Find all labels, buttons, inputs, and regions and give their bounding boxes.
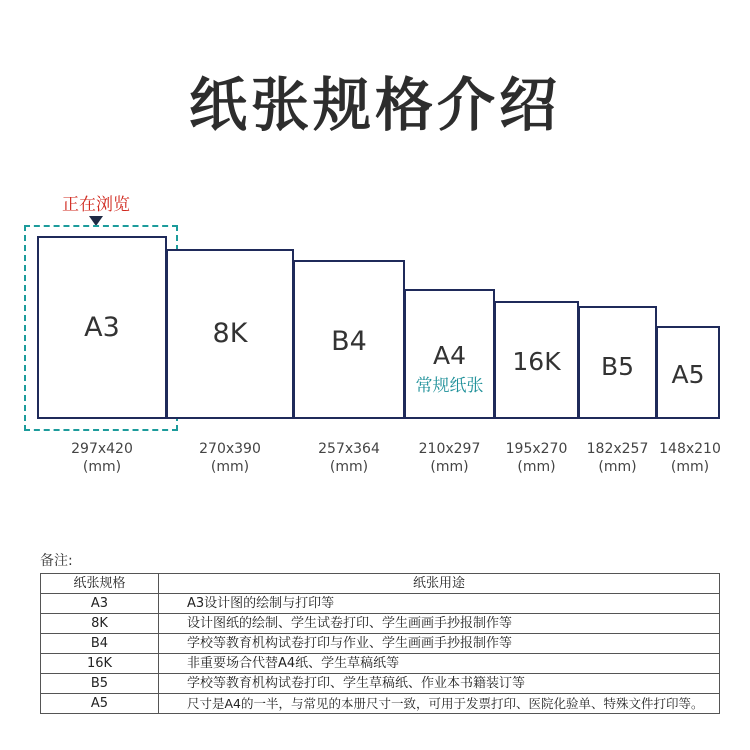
cell-usage: A3设计图的绘制与打印等: [159, 594, 720, 614]
table-row: [41, 654, 720, 674]
dims-unit: (mm): [210, 459, 250, 475]
cell-spec: 8K: [41, 614, 159, 634]
dims-unit: (mm): [82, 459, 122, 475]
page-title: 纸张规格介绍: [188, 71, 561, 139]
dims-unit: (mm): [430, 459, 469, 475]
paper-name: 8K: [212, 318, 248, 349]
cell-spec: A3: [41, 594, 159, 614]
table-row: [41, 614, 720, 634]
table-row: [41, 674, 720, 694]
dims-value: 270x390: [199, 441, 261, 457]
cell-spec: B5: [41, 674, 159, 694]
paper-name: B5: [600, 352, 635, 381]
cell-spec: 16K: [41, 654, 159, 674]
dims-value: 148x210: [659, 441, 721, 457]
dims-unit: (mm): [329, 459, 369, 475]
dims-value: 297x420: [71, 441, 133, 457]
cell-usage: 非重要场合代替A4纸、学生草稿纸等: [159, 654, 720, 674]
dims-unit: (mm): [598, 459, 637, 475]
paper-a5[interactable]: [656, 326, 720, 419]
dims-a4: [404, 440, 495, 476]
paper-name: A3: [84, 312, 120, 343]
paper-a4[interactable]: [404, 289, 495, 419]
paper-a3[interactable]: [37, 236, 167, 419]
cell-usage: 学校等教育机构试卷打印与作业、学生画画手抄报制作等: [159, 634, 720, 654]
cell-usage: 设计图纸的绘制、学生试卷打印、学生画画手抄报制作等: [159, 614, 720, 634]
dims-16k: [492, 440, 581, 476]
paper-subtitle: 常规纸张: [415, 376, 484, 396]
cell-usage: 尺寸是A4的一半，与常见的本册尺寸一致，可用于发票打印、医院化验单、特殊文件打印等。: [159, 694, 720, 714]
paper-16k[interactable]: [494, 301, 579, 419]
cell-spec: A5: [41, 694, 159, 714]
viewing-label: 正在浏览: [62, 195, 130, 215]
paper-b4[interactable]: [293, 260, 405, 419]
paper-b5[interactable]: [578, 306, 657, 419]
dims-unit: (mm): [670, 459, 710, 475]
dims-unit: (mm): [517, 459, 556, 475]
dims-a5: [656, 440, 724, 476]
dims-b5: [574, 440, 661, 476]
header-spec: 纸张规格: [41, 574, 159, 594]
paper-name: 16K: [512, 347, 561, 376]
usage-table: [40, 573, 720, 714]
dims-value: 257x364: [318, 441, 380, 457]
paper-name: A5: [671, 360, 705, 389]
paper-name: B4: [331, 326, 367, 357]
dims-value: 182x257: [586, 441, 649, 457]
table-row: [41, 694, 720, 714]
notes-title: 备注:: [40, 553, 73, 569]
dims-value: 210x297: [418, 441, 481, 457]
table-row: [41, 634, 720, 654]
cell-usage: 学校等教育机构试卷打印、学生草稿纸、作业本书籍装订等: [159, 674, 720, 694]
dims-b4: [304, 440, 394, 476]
table-header-row: [41, 574, 720, 594]
dims-value: 195x270: [505, 441, 568, 457]
header-usage: 纸张用途: [159, 574, 720, 594]
dims-a3: [57, 440, 147, 476]
dims-8k: [185, 440, 275, 476]
paper-name: A4: [432, 341, 466, 370]
cell-spec: B4: [41, 634, 159, 654]
paper-8k[interactable]: [166, 249, 294, 419]
table-row: [41, 594, 720, 614]
